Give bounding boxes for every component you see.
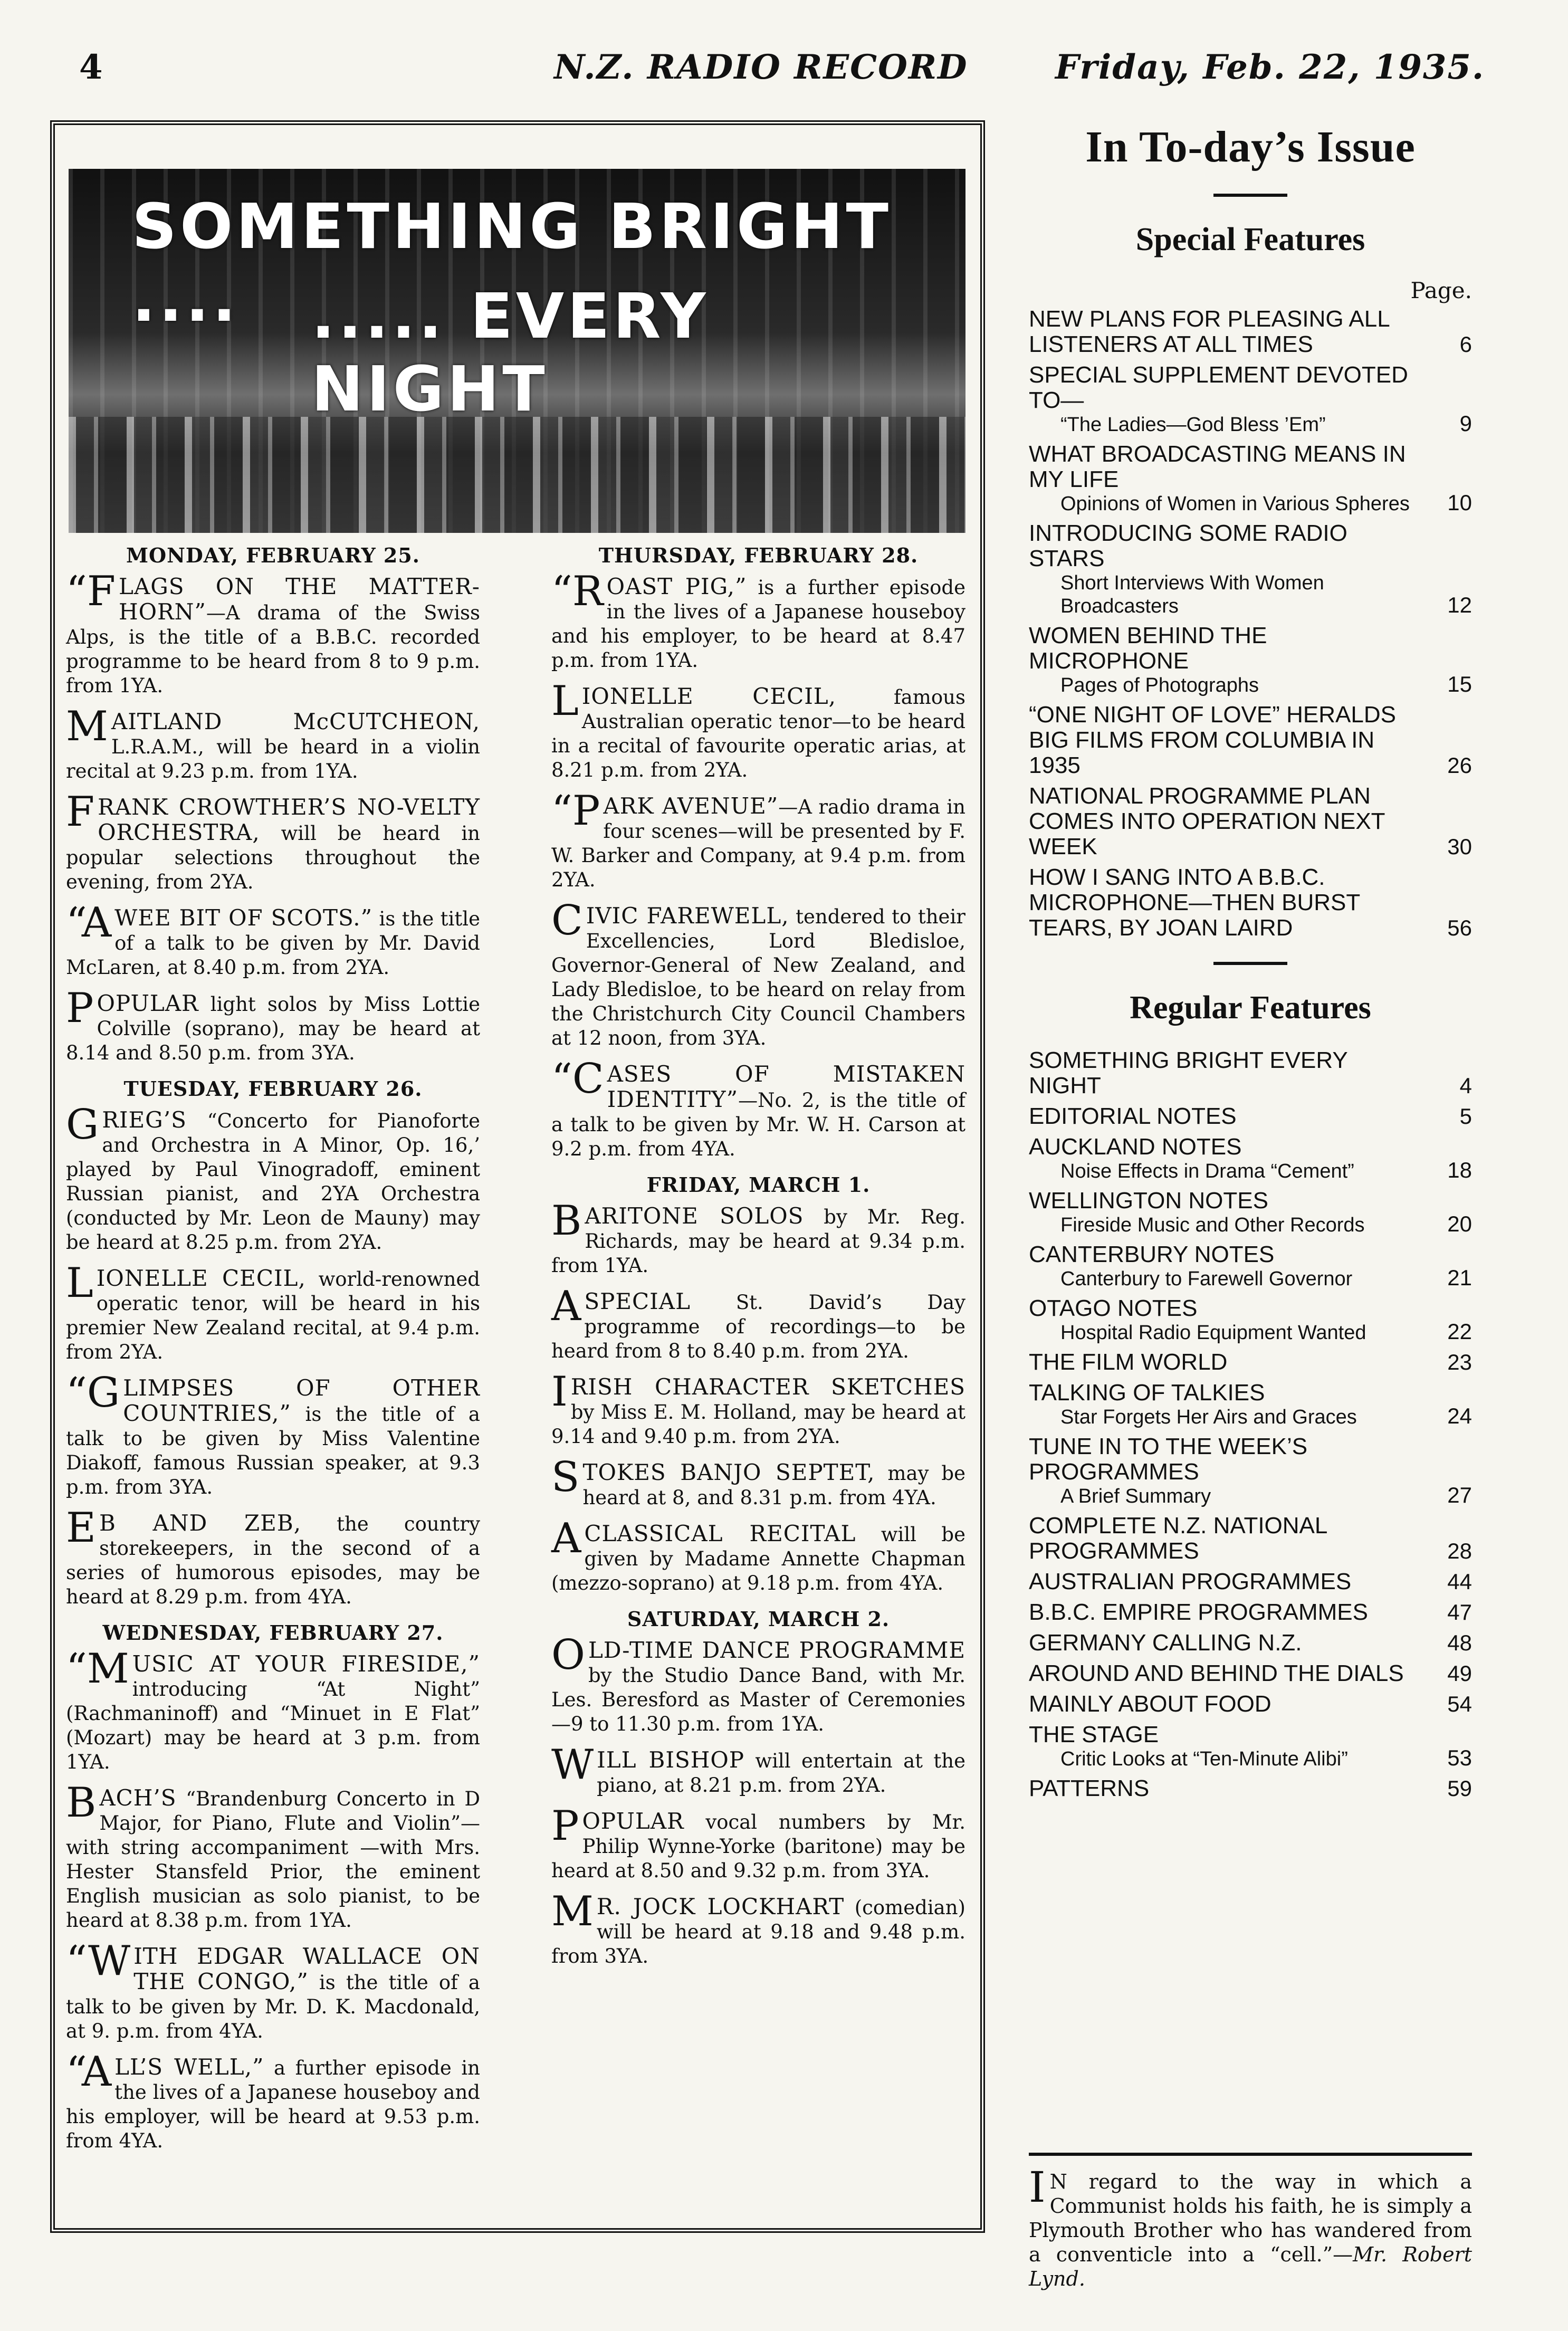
item-lead: RIEG’S <box>102 1107 187 1133</box>
entry-page-number: 59 <box>1447 1776 1472 1801</box>
banner-line-2: ..... EVERY NIGHT <box>311 280 709 425</box>
issue-date: Friday, Feb. 22, 1935. <box>1055 47 1485 87</box>
drop-initial: “W <box>66 1937 131 1985</box>
entry-title: WELLINGTON NOTES <box>1029 1188 1268 1214</box>
quote-box <box>1029 2153 1472 2291</box>
entry-subtitle: Critic Looks at “Ten-Minute Alibi” <box>1060 1748 1348 1770</box>
item-text: will be given by Madame Annette Chapman (mezzo-soprano) at 9.18 p.m. from 4YA. <box>551 1523 965 1594</box>
contents-entry <box>1029 307 1472 357</box>
programme-item <box>551 1454 965 1510</box>
drop-initial: “A <box>66 899 112 947</box>
contents-entry <box>1029 362 1472 436</box>
entry-title: AUCKLAND NOTES <box>1029 1134 1242 1160</box>
contents-entry <box>1029 865 1472 941</box>
entry-title: THE STAGE <box>1029 1722 1159 1747</box>
item-text: famous Australian operatic tenor—to be heard in a recital of favourite operatic arias, at 8.21 p.m. from 2YA. <box>551 686 965 781</box>
entry-page-number: 30 <box>1447 834 1472 859</box>
item-text: light solos by Miss Lottie Colville (soprano), may be heard at 8.14 and 8.50 p.m. from 3YA. <box>66 993 480 1064</box>
item-text: is the title of a talk to be given by Mr. D. K. Macdonald, at 9. p.m. from 4YA. <box>66 1971 480 2042</box>
listings-column-right <box>551 533 965 1980</box>
programme-item <box>66 1504 480 1609</box>
contents-entry <box>1029 1513 1472 1564</box>
item-text: will be heard in popular selections throughout the evening, from 2YA. <box>66 822 480 893</box>
item-lead: ITH EDGAR WALLACE ON THE CONGO,” <box>133 1943 480 1994</box>
entry-subtitle: Noise Effects in Drama “Cement” <box>1060 1160 1354 1182</box>
item-text: by Mr. Reg. Richards, may be heard at 9.34 p.m. from 1YA. <box>551 1206 965 1277</box>
entry-subtitle: Opinions of Women in Various Spheres <box>1060 493 1410 515</box>
entry-page-number: 12 <box>1447 593 1472 617</box>
programme-item <box>551 568 965 673</box>
drop-initial: B <box>551 1197 582 1245</box>
item-text: is the title of a talk to be given by Miss Valentine Diakoff, famous Russian speaker, at 9.3 p.m. from 3YA. <box>66 1403 480 1498</box>
contents-entry <box>1029 1188 1472 1237</box>
drop-initial: G <box>66 1101 99 1149</box>
item-text: “Concerto for Pianoforte and Orchestra in A Minor, Op. 16,’ played by Paul Vinogradoff, eminent Russian pianist, and 2YA Orchestra (conducted by Mr. Leon de Mauny) may be heard at 8.25 p.m. from 2YA. <box>66 1110 480 1254</box>
entry-page-number: 21 <box>1447 1265 1472 1290</box>
entry-title: TUNE IN TO THE WEEK’S PROGRAMMES <box>1029 1434 1308 1485</box>
contents-entry <box>1029 1692 1472 1717</box>
entry-title: OTAGO NOTES <box>1029 1295 1198 1321</box>
entry-title: GERMANY CALLING N.Z. <box>1029 1630 1302 1656</box>
programme-item <box>551 1197 965 1278</box>
drop-initial: “M <box>66 1645 129 1693</box>
entry-title: HOW I SANG INTO A B.B.C. MICROPHONE—THEN BURST TEARS, BY JOAN LAIRD <box>1029 864 1360 941</box>
entry-subtitle: Hospital Radio Equipment Wanted <box>1060 1322 1366 1344</box>
item-text: world-renowned operatic tenor, will be heard in his premier New Zealand recital, at 9.4 p.m. from 2YA. <box>66 1268 480 1363</box>
programme-item <box>66 1937 480 2043</box>
entry-page-number: 48 <box>1447 1630 1472 1655</box>
drop-initial: F <box>66 788 95 836</box>
contents-entry <box>1029 784 1472 859</box>
contents-entry <box>1029 1350 1472 1375</box>
entry-title: “ONE NIGHT OF LOVE” HERALDS BIG FILMS FROM COLUMBIA IN 1935 <box>1029 702 1396 778</box>
drop-initial: L <box>66 1259 93 1307</box>
entry-title: CANTERBURY NOTES <box>1029 1241 1275 1267</box>
item-lead: IONELLE CECIL, <box>581 683 837 709</box>
drop-initial: P <box>66 985 94 1032</box>
item-lead: WEE BIT OF SCOTS.” <box>114 905 373 931</box>
entry-subtitle: Short Interviews With Women Broadcasters <box>1060 572 1324 617</box>
item-lead: TOKES BANJO SEPTET, <box>582 1459 875 1485</box>
banner-photo <box>69 169 965 533</box>
entry-page-number: 23 <box>1447 1350 1472 1374</box>
contents-entry <box>1029 1134 1472 1183</box>
entry-page-number: 20 <box>1447 1211 1472 1236</box>
programme-item <box>551 677 965 782</box>
contents-entry <box>1029 1296 1472 1344</box>
banner-line-1: SOMETHING BRIGHT .... <box>132 190 892 336</box>
day-heading: TUESDAY, FEBRUARY 26. <box>123 1077 423 1101</box>
contents-entry <box>1029 1722 1472 1771</box>
item-text: the country storekeepers, in the second of a series of humorous episodes, may be heard at 8.29 p.m. from 4YA. <box>66 1513 480 1608</box>
drop-initial: E <box>66 1504 96 1552</box>
drop-initial: B <box>66 1779 97 1827</box>
entry-title: COMPLETE N.Z. NATIONAL PROGRAMMES <box>1029 1513 1327 1564</box>
programme-item <box>66 2048 480 2153</box>
entry-title: SPECIAL SUPPLEMENT DEVOTED TO— <box>1029 362 1408 413</box>
entry-title: SOMETHING BRIGHT EVERY NIGHT <box>1029 1047 1347 1098</box>
contents-entry <box>1029 1380 1472 1429</box>
programme-item <box>551 1283 965 1363</box>
item-lead: LD-TIME DANCE PROGRAMME <box>588 1637 965 1663</box>
drop-initial: “G <box>66 1369 120 1417</box>
item-lead: OAST PIG,” <box>606 574 747 599</box>
entry-page-number: 27 <box>1447 1483 1472 1507</box>
entry-page-number: 44 <box>1447 1569 1472 1594</box>
entry-page-number: 18 <box>1447 1158 1472 1182</box>
entry-page-number: 5 <box>1459 1104 1472 1129</box>
day-heading: SATURDAY, MARCH 2. <box>627 1607 890 1631</box>
entry-subtitle: “The Ladies—God Bless ’Em” <box>1060 414 1326 436</box>
item-text: by Miss E. M. Holland, may be heard at 9.14 and 9.40 p.m. from 2YA. <box>551 1401 965 1448</box>
entry-title: B.B.C. EMPIRE PROGRAMMES <box>1029 1599 1368 1625</box>
item-text: L.R.A.M., will be heard in a violin recital at 9.23 p.m. from 1YA. <box>66 735 480 782</box>
drop-initial: W <box>551 1741 594 1789</box>
entry-page-number: 6 <box>1459 332 1472 357</box>
entry-title: AUSTRALIAN PROGRAMMES <box>1029 1569 1352 1594</box>
quote-initial: I <box>1029 2163 1046 2212</box>
programme-item <box>551 787 965 892</box>
item-text: is the title of a talk to be given by Mr. David McLaren, at 8.40 p.m. from 2YA. <box>66 907 480 979</box>
contents-entry <box>1029 1242 1472 1291</box>
item-text: tendered to their Excellencies, Lord Bledisloe, Governor-General of New Zealand, and Lady Bledisloe, to be heard on relay from the Christchurch City Council Chambers at 12 noon, from 3YA. <box>551 905 965 1049</box>
programme-item <box>66 1645 480 1774</box>
item-lead: ILL BISHOP <box>597 1747 745 1773</box>
drop-initial: A <box>551 1515 581 1562</box>
programme-item <box>551 1055 965 1161</box>
programme-item <box>66 1259 480 1364</box>
contents-entry <box>1029 1048 1472 1098</box>
quote-text: N regard to the way in which a Communist holds his faith, he is simply a Plymouth Brother who has wandered from a conventicle into a “cell.”— <box>1029 2170 1472 2266</box>
programme-item <box>66 985 480 1065</box>
entry-page-number: 4 <box>1459 1073 1472 1098</box>
drop-initial: C <box>551 897 583 944</box>
drop-initial: L <box>551 677 579 725</box>
entry-page-number: 28 <box>1447 1539 1472 1563</box>
programme-item <box>551 1741 965 1798</box>
contents-entry <box>1029 1600 1472 1625</box>
special-features-list <box>1029 307 1472 941</box>
programme-item <box>66 1779 480 1933</box>
entry-title: AROUND AND BEHIND THE DIALS <box>1029 1660 1404 1686</box>
entry-subtitle: Star Forgets Her Airs and Graces <box>1060 1406 1357 1428</box>
drop-initial: O <box>551 1631 585 1679</box>
drop-initial: “C <box>551 1055 604 1103</box>
contents-entry <box>1029 1661 1472 1686</box>
programme-item <box>66 703 480 784</box>
drop-initial: “A <box>66 2048 112 2096</box>
item-lead: SPECIAL <box>584 1288 691 1314</box>
programme-item <box>66 899 480 980</box>
item-lead: LIMPSES OF OTHER COUNTRIES,” <box>123 1375 480 1426</box>
entry-page-number: 56 <box>1447 915 1472 940</box>
quote-author: Mr. Robert Lynd. <box>1029 2243 1472 2290</box>
item-text: may be heard at 8, and 8.31 p.m. from 4YA. <box>582 1462 965 1509</box>
listings-column-left <box>66 533 480 2165</box>
item-lead: ACH’S <box>99 1785 177 1811</box>
entry-title: THE FILM WORLD <box>1029 1349 1228 1375</box>
item-text: St. David’s Day programme of recordings—to be heard from 8 to 8.40 p.m. from 2YA. <box>551 1291 965 1362</box>
programme-item <box>551 1515 965 1596</box>
entry-page-number: 49 <box>1447 1661 1472 1686</box>
drop-initial: M <box>66 703 108 750</box>
entry-title: TALKING OF TALKIES <box>1029 1380 1265 1406</box>
programme-item <box>551 897 965 1050</box>
item-text: “Brandenburg Concerto in D Major, for Piano, Flute and Violin”—with string accompaniment —with Mrs. Hester Stansfeld Prior, the eminent English musician as solo pianist, to be heard at 8.38 p.m. from 1YA. <box>66 1788 480 1932</box>
item-lead: IVIC FAREWELL, <box>586 903 789 929</box>
entry-page-number: 15 <box>1447 672 1472 696</box>
drop-initial: “F <box>66 568 116 615</box>
item-lead: LL’S WELL,” <box>114 2054 264 2080</box>
drop-initial: S <box>551 1454 580 1501</box>
programme-item <box>66 1369 480 1499</box>
drop-initial: P <box>551 1802 579 1850</box>
day-heading: FRIDAY, MARCH 1. <box>646 1173 871 1197</box>
item-text: a further episode in the lives of a Japanese houseboy and his employer, will be heard at 9.53 p.m. from 4YA. <box>66 2057 480 2152</box>
item-text: vocal numbers by Mr. Philip Wynne-Yorke (baritone) may be heard at 8.50 and 9.32 p.m. from 3YA. <box>551 1811 965 1882</box>
item-text: —A drama of the Swiss Alps, is the title of a B.B.C. recorded programme to be heard from 8 to 9 p.m. from 1YA. <box>66 601 480 697</box>
item-lead: ARITONE SOLOS <box>585 1203 804 1229</box>
divider <box>1213 962 1287 965</box>
contents-sidebar <box>1029 121 1472 1807</box>
contents-entry <box>1029 1569 1472 1594</box>
item-lead: RISH CHARACTER SKETCHES <box>570 1374 965 1400</box>
item-lead: LAGS ON THE MATTER-HORN” <box>119 574 480 625</box>
regular-features-list <box>1029 1048 1472 1801</box>
item-text: —No. 2, is the title of a talk to be given by Mr. W. H. Carson at 9.2 p.m. from 4YA. <box>551 1089 965 1160</box>
item-lead: ASES OF MISTAKEN IDENTITY” <box>607 1061 965 1112</box>
entry-title: EDITORIAL NOTES <box>1029 1103 1237 1129</box>
contents-entry <box>1029 442 1472 515</box>
item-lead: RANK CROWTHER’S NO-VELTY ORCHESTRA, <box>98 794 480 845</box>
item-lead: ARK AVENUE” <box>603 793 779 819</box>
item-text: is a further episode in the lives of a Japanese houseboy and his employer, to be heard at 8.47 p.m. from 1YA. <box>551 576 965 672</box>
contents-entry <box>1029 623 1472 697</box>
programme-item <box>551 1888 965 1969</box>
contents-entry <box>1029 1104 1472 1129</box>
page-column-label: Page. <box>1410 278 1472 303</box>
programme-item <box>66 568 480 698</box>
entry-subtitle: Pages of Photographs <box>1060 674 1259 696</box>
entry-title: NEW PLANS FOR PLEASING ALL LISTENERS AT ALL TIMES <box>1029 306 1390 357</box>
entry-page-number: 54 <box>1447 1692 1472 1716</box>
item-lead: USIC AT YOUR FIRESIDE,” <box>132 1651 480 1677</box>
item-lead: AITLAND McCUTCHEON, <box>111 709 480 734</box>
page-number: 4 <box>79 47 104 87</box>
item-text: will entertain at the piano, at 8.21 p.m. from 2YA. <box>597 1750 965 1797</box>
entry-page-number: 24 <box>1447 1403 1472 1428</box>
entry-title: WOMEN BEHIND THE MICROPHONE <box>1029 623 1267 674</box>
day-heading: WEDNESDAY, FEBRUARY 27. <box>102 1621 444 1645</box>
programme-item <box>551 1802 965 1883</box>
item-lead: CLASSICAL RECITAL <box>584 1521 856 1546</box>
entry-title: MAINLY ABOUT FOOD <box>1029 1691 1271 1717</box>
entry-page-number: 26 <box>1447 753 1472 778</box>
special-features-heading: Special Features <box>1135 222 1365 257</box>
item-lead: IONELLE CECIL, <box>96 1265 306 1291</box>
drop-initial: M <box>551 1888 594 1935</box>
entry-page-number: 22 <box>1447 1319 1472 1344</box>
drop-initial: I <box>551 1368 568 1416</box>
entry-title: NATIONAL PROGRAMME PLAN COMES INTO OPERATION NEXT WEEK <box>1029 783 1385 859</box>
entry-page-number: 10 <box>1447 490 1472 515</box>
divider <box>1213 194 1287 197</box>
programme-item <box>551 1631 965 1736</box>
item-lead: OPULAR <box>97 990 199 1016</box>
entry-subtitle: Fireside Music and Other Records <box>1060 1214 1365 1236</box>
day-heading: MONDAY, FEBRUARY 25. <box>126 543 420 567</box>
item-text: (comedian) will be heard at 9.18 and 9.48 p.m. from 3YA. <box>551 1896 965 1967</box>
contents-entry <box>1029 1434 1472 1508</box>
contents-title: In To-day’s Issue <box>1085 122 1416 171</box>
programme-item <box>66 788 480 894</box>
item-text: introducing “At Night” (Rachmaninoff) and “Minuet in E Flat” (Mozart) may be heard at 3 p.m. from 1YA. <box>66 1678 480 1773</box>
item-lead: OPULAR <box>582 1808 684 1834</box>
programme-item <box>66 1101 480 1255</box>
drop-initial: “P <box>551 787 600 835</box>
banner-reflection <box>69 417 965 533</box>
day-heading: THURSDAY, FEBRUARY 28. <box>598 543 919 567</box>
entry-title: INTRODUCING SOME RADIO STARS <box>1029 520 1347 571</box>
entry-page-number: 9 <box>1459 411 1472 436</box>
entry-title: WHAT BROADCASTING MEANS IN MY LIFE <box>1029 441 1406 492</box>
entry-page-number: 53 <box>1447 1745 1472 1770</box>
entry-page-number: 47 <box>1447 1600 1472 1625</box>
programme-item <box>551 1368 965 1449</box>
regular-features-heading: Regular Features <box>1130 990 1371 1026</box>
contents-entry <box>1029 1630 1472 1656</box>
entry-subtitle: A Brief Summary <box>1060 1485 1211 1507</box>
contents-entry <box>1029 1776 1472 1801</box>
item-lead: B AND ZEB, <box>99 1510 302 1536</box>
contents-entry <box>1029 521 1472 618</box>
drop-initial: “R <box>551 568 604 615</box>
item-lead: R. JOCK LOCKHART <box>596 1894 845 1919</box>
drop-initial: A <box>551 1283 581 1330</box>
contents-entry <box>1029 702 1472 778</box>
publication-title: N.Z. RADIO RECORD <box>554 47 968 87</box>
entry-title: PATTERNS <box>1029 1775 1150 1801</box>
item-text: by the Studio Dance Band, with Mr. Les. Beresford as Master of Ceremonies—9 to 11.30 p.m. from 1YA. <box>551 1664 965 1735</box>
entry-subtitle: Canterbury to Farewell Governor <box>1060 1268 1353 1290</box>
item-text: —A radio drama in four scenes—will be presented by F. W. Barker and Company, at 9.4 p.m. from 2YA. <box>551 796 965 891</box>
